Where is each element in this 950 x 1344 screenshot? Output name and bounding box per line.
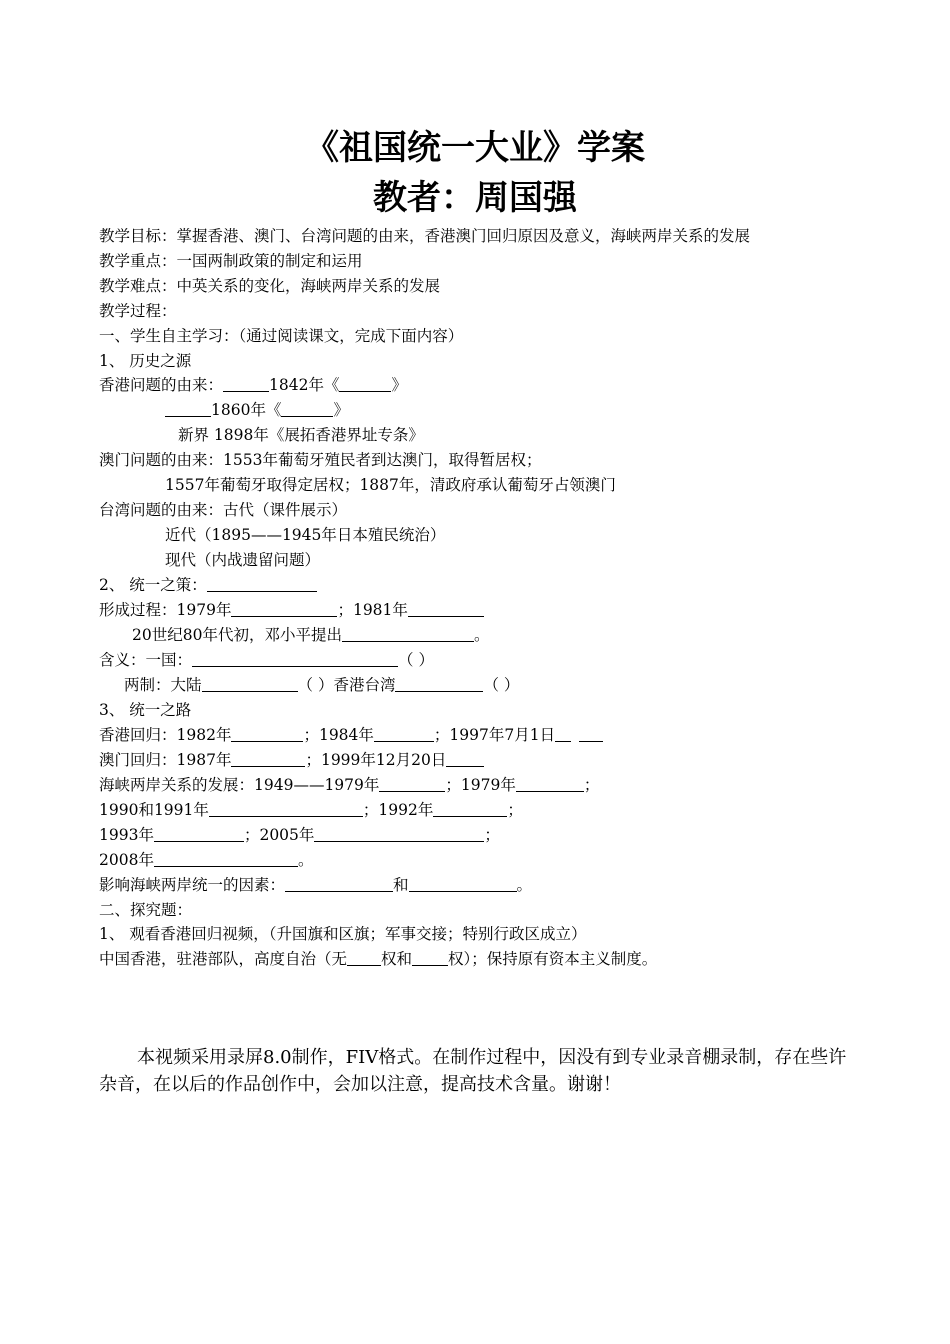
text: ；: [484, 826, 500, 844]
blank: [154, 850, 298, 867]
blank: [285, 875, 393, 892]
meaning-line: [99, 649, 434, 671]
blank: [374, 725, 434, 742]
text: 海峡两岸关系的发展：1949——1979年: [99, 776, 380, 794]
text: ；: [583, 776, 600, 794]
text: （ ）香港台湾: [297, 676, 396, 694]
formation-line: [99, 599, 484, 621]
blank: [579, 725, 603, 742]
text: 含义：一国：: [99, 651, 193, 669]
cross-strait-line: [99, 774, 599, 796]
hk-return-line: [99, 724, 603, 746]
text: ；1992年: [362, 801, 434, 819]
text: 2008年: [99, 851, 154, 869]
text: 香港回归：1982年: [99, 726, 232, 744]
text: ；1999年12月20日: [305, 751, 447, 769]
blank: [342, 625, 474, 642]
document-title: 《祖国统一大业》学案: [305, 128, 645, 168]
text: ；1997年7月1日: [433, 726, 556, 744]
blank: [202, 675, 298, 692]
blank: [379, 775, 445, 792]
blank: [339, 375, 391, 392]
blank: [516, 775, 584, 792]
teaching-key-point: 教学重点：一国两制政策的制定和运用: [99, 252, 363, 270]
hk-1860-line: [165, 399, 349, 421]
document-subtitle: 教者：周国强: [373, 178, 577, 218]
blank: [154, 825, 244, 842]
hk-1898-line: 新界 1898年《展拓香港界址专条》: [178, 426, 424, 444]
text: 1990和1991年: [99, 801, 209, 819]
text: 中国香港，驻港部队，高度自治（无: [99, 950, 348, 968]
question-1-detail: [99, 948, 657, 970]
blank: [446, 750, 484, 767]
text: 澳门回归：1987年: [99, 751, 232, 769]
taiwan-modern-era-line: 近代（1895——1945年日本殖民统治）: [165, 526, 446, 544]
text: 1993年: [99, 826, 154, 844]
blank: [314, 825, 484, 842]
text: 》: [333, 401, 349, 419]
text: 1860年《: [211, 401, 282, 419]
subsection-history: 1、 历史之源: [99, 352, 192, 370]
two-systems-line: [124, 674, 519, 696]
blank: [223, 375, 269, 392]
subsection-road: 3、 统一之路: [99, 701, 192, 719]
text: ；1981年: [337, 601, 408, 619]
question-1: 1、 观看香港回归视频，（升国旗和区旗；军事交接；特别行政区成立）: [99, 925, 587, 943]
text: 和: [393, 876, 409, 894]
text: ；2005年: [243, 826, 315, 844]
macau-1557-line: 1557年葡萄牙取得定居权；1887年，清政府承认葡萄牙占领澳门: [165, 476, 616, 494]
blank: [207, 575, 317, 592]
video-note-text: 本视频采用录屏8.0制作，FIV格式。在制作过程中，因没有到专业录音棚录制，存在些许杂音，在以后的作品创作中，会加以注意，提高技术含量。谢谢！: [99, 1047, 847, 1095]
text: 20世纪80年代初，邓小平提出: [132, 626, 342, 644]
deng-line: [132, 624, 489, 646]
teaching-goal: 教学目标：掌握香港、澳门、台湾问题的由来，香港澳门回归原因及意义，海峡两岸关系的发展: [99, 227, 751, 245]
hk-origin-label: 香港问题的由来：: [99, 376, 224, 394]
text: 》: [391, 376, 407, 394]
text: （ ）: [483, 676, 520, 694]
blank: [231, 750, 305, 767]
macau-origin-line: 澳门问题的由来：1553年葡萄牙殖民者到达澳门，取得暂居权；: [99, 451, 542, 469]
text: 。: [297, 851, 314, 869]
text: （ ）: [398, 651, 434, 669]
blank: [209, 800, 363, 817]
teaching-difficulty: 教学难点：中英关系的变化，海峡两岸关系的发展: [99, 277, 441, 295]
macau-return-line: [99, 749, 484, 771]
text: 权）；保持原有资本主义制度。: [448, 950, 658, 968]
taiwan-origin-line: 台湾问题的由来：古代（课件展示）: [99, 501, 348, 519]
text: 影响海峡两岸统一的因素：: [99, 876, 286, 894]
text: 两制：大陆: [124, 676, 202, 694]
blank: [347, 949, 381, 966]
blank: [165, 400, 211, 417]
subsection-policy: [99, 574, 317, 596]
taiwan-contemporary-line: 现代（内战遗留问题）: [165, 551, 321, 569]
year-1990-line: [99, 799, 523, 821]
blank: [412, 949, 448, 966]
blank: [395, 675, 483, 692]
blank: [281, 400, 333, 417]
teaching-process: 教学过程：: [99, 302, 177, 320]
blank: [231, 725, 303, 742]
text: ；1984年: [303, 726, 374, 744]
text: 形成过程：1979年: [99, 601, 232, 619]
section-2-heading: 二、探究题：: [99, 901, 193, 919]
blank: [433, 800, 507, 817]
blank: [555, 725, 571, 742]
year-1993-line: [99, 824, 500, 846]
factors-line: [99, 874, 532, 896]
blank: [408, 600, 484, 617]
text: 。: [473, 626, 490, 644]
blank: [409, 875, 517, 892]
text: 。: [516, 876, 533, 894]
text: 权和: [381, 950, 413, 968]
hk-origin-line: [99, 374, 407, 396]
video-note: [99, 1044, 859, 1098]
year-2008-line: [99, 849, 313, 871]
blank: [231, 600, 337, 617]
text: 1842年《: [269, 376, 340, 394]
text: ；: [507, 801, 523, 819]
text: ；1979年: [445, 776, 516, 794]
section-1-heading: 一、学生自主学习：（通过阅读课文，完成下面内容）: [99, 327, 464, 345]
text: 2、 统一之策：: [99, 576, 207, 594]
blank: [192, 650, 398, 667]
